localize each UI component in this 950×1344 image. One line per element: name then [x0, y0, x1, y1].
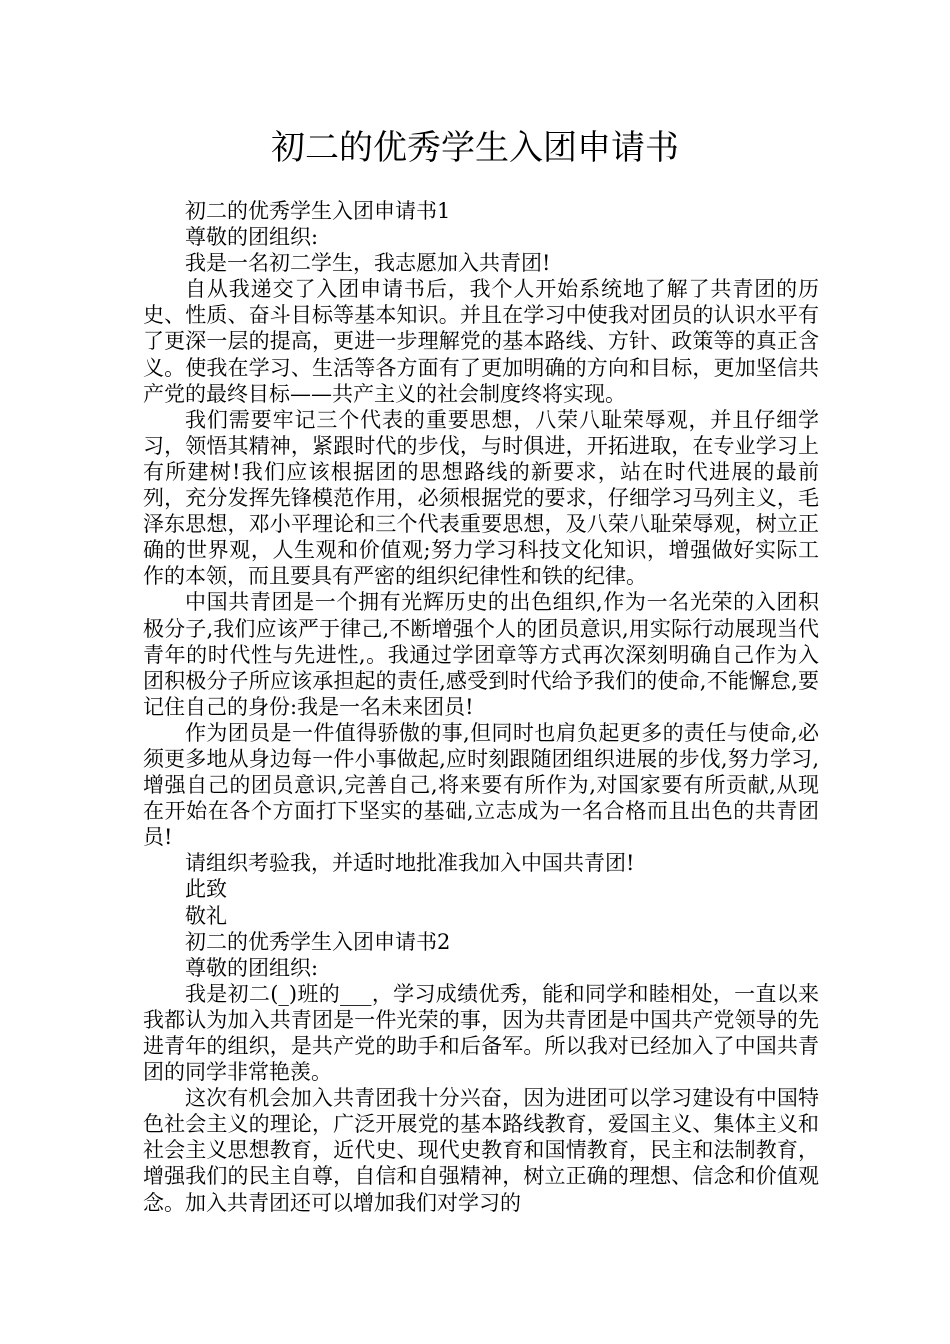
paragraph: 作为团员是一件值得骄傲的事,但同时也肩负起更多的责任与使命,必须更多地从身边每一件小事做起,应时刻跟随团组织进展的步伐,努力学习,增强自己的团员意识,完善自己,将来要有所作为,对国家要有所贡献,从现在开始在各个方面打下坚实的基础,立志成为一名合格而且出色的共青团员! — [143, 720, 819, 850]
closing-line: 此致 — [185, 877, 227, 902]
salutation: 尊敬的团组织: — [185, 225, 319, 250]
salutation: 尊敬的团组织: — [185, 955, 319, 980]
paragraph: 我是初二(_)班的___，学习成绩优秀，能和同学和睦相处，一直以来我都认为加入共青团是一件光荣的事，因为共青团是中国共产党领导的先进青年的组织，是共产党的助手和后备军。所以我对已经加入了中国共青团的同学非常艳羡。 — [143, 981, 819, 1085]
paragraph: 我是一名初二学生，我志愿加入共青团! — [185, 251, 551, 276]
document-title: 初二的优秀学生入团申请书 — [271, 128, 679, 168]
paragraph: 中国共青团是一个拥有光辉历史的出色组织,作为一名光荣的入团积极分子,我们应该严于律己,不断增强个人的团员意识,用实际行动展现当代青年的时代性与先进性,。我通过学团章等方式再次深刻明确自己作为入团积极分子所应该承担起的责任,感受到时代给予我们的使命,不能懈怠,要记住自己的身份:我是一名未来团员! — [143, 590, 819, 719]
paragraph: 这次有机会加入共青团我十分兴奋，因为进团可以学习建设有中国特色社会主义的理论，广泛开展党的基本路线教育，爱国主义、集体主义和社会主义思想教育，近代史、现代史教育和国情教育，民主和法制教育，增强我们的民主自尊，自信和自强精神，树立正确的理想、信念和价值观念。加入共青团还可以增加我们对学习的 — [143, 1086, 819, 1215]
document-body — [143, 198, 819, 1216]
closing-line: 敬礼 — [185, 903, 227, 928]
heading-letter-1: 初二的优秀学生入团申请书1 — [185, 199, 451, 223]
heading-letter-2: 初二的优秀学生入团申请书2 — [185, 929, 451, 954]
paragraph: 我们需要牢记三个代表的重要思想，八荣八耻荣辱观，并且仔细学习，领悟其精神，紧跟时代的步伐，与时俱进，开拓进取，在专业学习上有所建树!我们应该根据团的思想路线的新要求，站在时代进展的最前列，充分发挥先锋模范作用，必须根据党的要求，仔细学习马列主义，毛泽东思想，邓小平理论和三个代表重要思想，及八荣八耻荣辱观，树立正确的世界观，人生观和价值观;努力学习科技文化知识，增强做好实际工作的本领，而且要具有严密的组织纪律性和铁的纪律。 — [143, 407, 819, 589]
paragraph: 请组织考验我，并适时地批准我加入中国共青团! — [185, 851, 635, 876]
paragraph: 自从我递交了入团申请书后，我个人开始系统地了解了共青团的历史、性质、奋斗目标等基本知识。并且在学习中使我对团员的认识水平有了更深一层的提高，更进一步理解党的基本路线、方针、政策等的真正含义。使我在学习、生活等各方面有了更加明确的方向和目标，更加坚信共产党的最终目标——共产主义的社会制度终将实现。 — [143, 277, 819, 406]
